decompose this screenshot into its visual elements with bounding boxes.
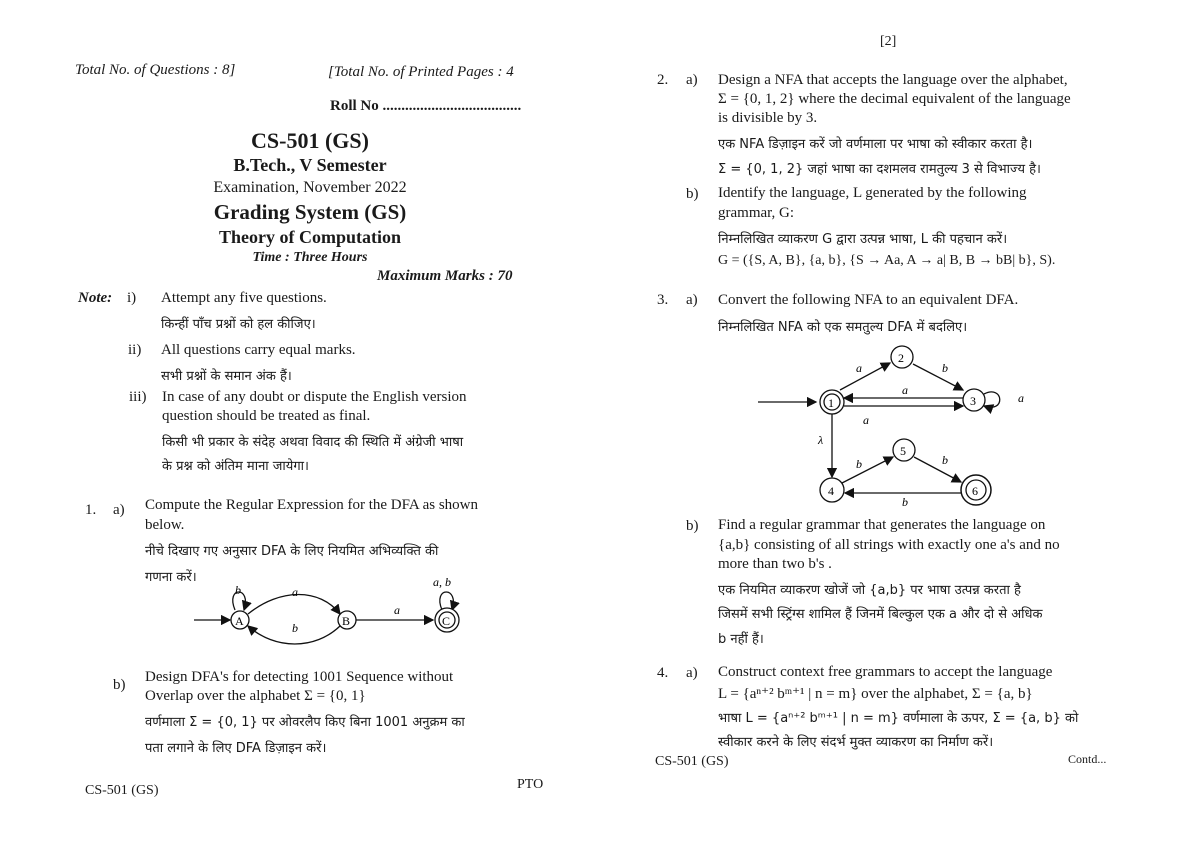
note-text-hindi: किन्हीं पाँच प्रश्नों को हल कीजिए। [161,317,316,332]
program: B.Tech., V Semester [233,155,387,175]
state-label: 1 [828,396,834,410]
edge-label: a, b [433,575,451,589]
question-text: grammar, G: [718,205,795,221]
total-questions: Total No. of Questions : 8] [75,62,236,78]
edge-2-3 [913,364,963,390]
part-label: a) [686,72,698,88]
note-num: ii) [128,342,142,358]
question-text-hindi: गणना करें। [145,570,197,585]
footer-code: CS-501 (GS) [85,783,159,798]
edge-label: a [856,361,862,375]
edge-label: b [942,453,948,467]
question-text: is divisible by 3. [718,110,818,126]
edge-label: a [1018,391,1024,405]
question-text: Design DFA's for detecting 1001 Sequence without [145,669,454,685]
question-text: Identify the language, L generated by the following [718,185,1027,201]
edge-label: a [394,603,400,617]
question-number: 1. [85,502,97,518]
part-label: a) [686,665,698,681]
state-label: A [235,614,244,628]
edge-label: b [235,583,241,597]
roll-no: Roll No ..................................... [330,98,522,114]
question-text: Compute the Regular Expression for the DFA as shown [145,497,479,513]
edge-label: b [856,457,862,471]
part-label: b) [113,677,126,693]
question-text-hindi: स्वीकार करने के लिए संदर्भ मुक्त व्याकरण का निर्माण करें। [718,735,994,750]
question-text-hindi: Σ = {0, 1, 2} जहां भाषा का दशमलव रामतुल्य 3 से विभाज्य है। [718,162,1041,177]
question-text-hindi: वर्णमाला Σ = {0, 1} पर ओवरलैप किए बिना 1001 अनुक्रम का [145,715,465,730]
question-text-hindi: जिसमें सभी स्ट्रिंग्स शामिल हैं जिनमें बिल्कुल एक a और दो से अधिक [718,607,1043,622]
edge-label: a [863,413,869,427]
state-label: 6 [972,484,978,498]
note-label: Note: [78,290,113,306]
state-label: 4 [828,484,834,498]
question-text: more than two b's . [718,556,832,572]
question-text: below. [145,517,185,533]
subject: Theory of Computation [218,227,401,247]
edge-label: b [942,361,948,375]
footer-contd: Contd... [1068,752,1107,766]
edge-label: b [902,495,908,509]
question-text: Find a regular grammar that generates the language on [718,517,1046,533]
question-text-hindi: एक NFA डिज़ाइन करें जो वर्णमाला पर भाषा को स्वीकार करता है। [718,137,1033,152]
time: Time : Three Hours [252,250,368,265]
part-label: b) [686,186,699,202]
exam-title: Examination, November 2022 [213,179,407,196]
question-text: Convert the following NFA to an equivalent DFA. [718,292,1019,308]
question-text: {a,b} consisting of all strings with exactly one a's and no [718,537,1060,553]
question-text-hindi: निम्नलिखित NFA को एक समतुल्य DFA में बदलिए। [718,320,968,335]
state-label: 3 [970,394,976,408]
question-number: 2. [657,72,669,88]
question-text: Design a NFA that accepts the language over the alphabet, [718,72,1068,88]
part-label: b) [686,518,699,534]
edge-4-5 [842,457,893,483]
question-text-hindi: निम्नलिखित व्याकरण G द्वारा उत्पन्न भाषा, L की पहचान करें। [718,232,1008,247]
note-text-hindi: के प्रश्न को अंतिम माना जायेगा। [162,459,309,474]
question-text-hindi: b नहीं हैं। [718,632,764,647]
footer-code: CS-501 (GS) [655,754,729,769]
part-label: a) [686,292,698,308]
course-code: CS-501 (GS) [251,128,369,153]
loop-3 [984,392,1000,407]
edge-5-6 [914,457,961,482]
note-text-hindi: किसी भी प्रकार के संदेह अथवा विवाद की स्थिति में अंग्रेजी भाषा [162,435,464,450]
grammar: G = ({S, A, B}, {a, b}, {S → Aa, A → a| B, B → bB| b}, S). [718,253,1056,268]
note-text: Attempt any five questions. [161,290,327,306]
state-label: 2 [898,351,904,365]
question-text: Construct context free grammars to accept the language [718,664,1053,680]
state-label: C [442,614,451,628]
max-marks: Maximum Marks : 70 [377,268,513,284]
footer-pto: PTO [517,777,544,792]
question-text: Σ = {0, 1, 2} where the decimal equivalent of the language [718,91,1071,107]
note-text-hindi: सभी प्रश्नों के समान अंक हैं। [161,369,292,384]
edge-1-2 [840,363,890,390]
edge-label: λ [818,433,824,447]
part-label: a) [113,502,125,518]
loop-c [440,592,454,610]
question-text-hindi: नीचे दिखाए गए अनुसार DFA के लिए नियमित अभिव्यक्ति की [145,544,439,559]
edge-label: a [292,585,298,599]
note-num: iii) [129,389,147,405]
state-label: B [342,614,351,628]
state-label: 5 [900,444,906,458]
question-number: 4. [657,665,669,681]
question-text-hindi: एक नियमित व्याकरण खोजें जो {a,b} पर भाषा उत्पन्न करता है [718,583,1021,598]
question-text: Overlap over the alphabet Σ = {0, 1} [145,688,366,704]
note-text: In case of any doubt or dispute the English version [162,389,467,405]
note-text: question should be treated as final. [162,408,371,424]
grading-system: Grading System (GS) [213,200,407,224]
page-right [600,0,1200,849]
note-num: i) [127,290,137,306]
dfa-diagram [190,572,480,647]
note-text: All questions carry equal marks. [161,342,356,358]
edge-label: a [902,383,908,397]
question-number: 3. [657,292,669,308]
question-text-hindi: भाषा L = {aⁿ⁺² bᵐ⁺¹ | n = m} वर्णमाला के ऊपर, Σ = {a, b} को [718,711,1079,726]
question-text-hindi: पता लगाने के लिए DFA डिज़ाइन करें। [145,741,327,756]
page-number: [2] [880,34,897,49]
total-pages: [Total No. of Printed Pages : 4 [328,64,514,80]
question-text: L = {aⁿ⁺² bᵐ⁺¹ | n = m} over the alphabet, Σ = {a, b} [718,686,1033,702]
nfa-diagram [750,340,1050,515]
edge-label: b [292,621,298,635]
